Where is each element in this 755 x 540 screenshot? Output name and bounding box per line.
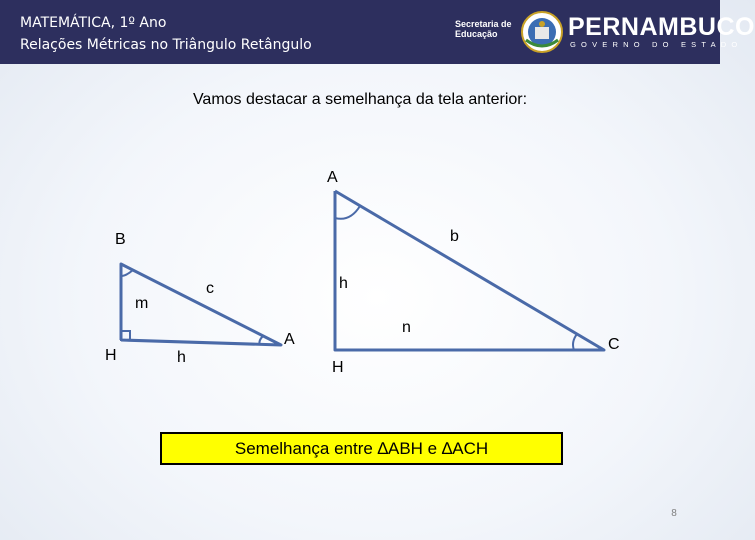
label-side-h-small: h [177, 349, 186, 366]
label-small-A: A [284, 331, 295, 348]
state-name: PERNAMBUCO [568, 13, 755, 41]
slide-title: MATEMÁTICA, 1º Ano [20, 15, 167, 31]
label-side-h-large: h [339, 275, 348, 292]
label-side-n: n [402, 319, 411, 336]
similarity-caption: Semelhança entre ∆ABH e ∆ACH [160, 432, 563, 465]
page-number: 8 [671, 508, 677, 519]
large-triangle [327, 169, 620, 376]
slide-subtitle: Relações Métricas no Triângulo Retângulo [20, 37, 312, 53]
label-large-C: C [608, 336, 620, 353]
label-large-H: H [332, 359, 344, 376]
label-small-B: B [115, 231, 126, 248]
main-heading: Vamos destacar a semelhança da tela anterior: [192, 91, 528, 108]
label-small-H: H [105, 347, 117, 364]
secretaria-label: Secretaria de Educação [455, 19, 512, 39]
label-side-b: b [450, 228, 459, 245]
label-large-A: A [327, 169, 338, 186]
angle-a-large-arc [335, 206, 360, 219]
label-side-m: m [135, 295, 149, 312]
state-subtitle: GOVERNO DO ESTADO [570, 40, 743, 49]
small-triangle [105, 231, 295, 366]
angle-c-arc [573, 334, 577, 350]
large-triangle-sides [335, 191, 604, 350]
label-side-c: c [206, 280, 214, 297]
angle-b-arc [121, 270, 133, 276]
